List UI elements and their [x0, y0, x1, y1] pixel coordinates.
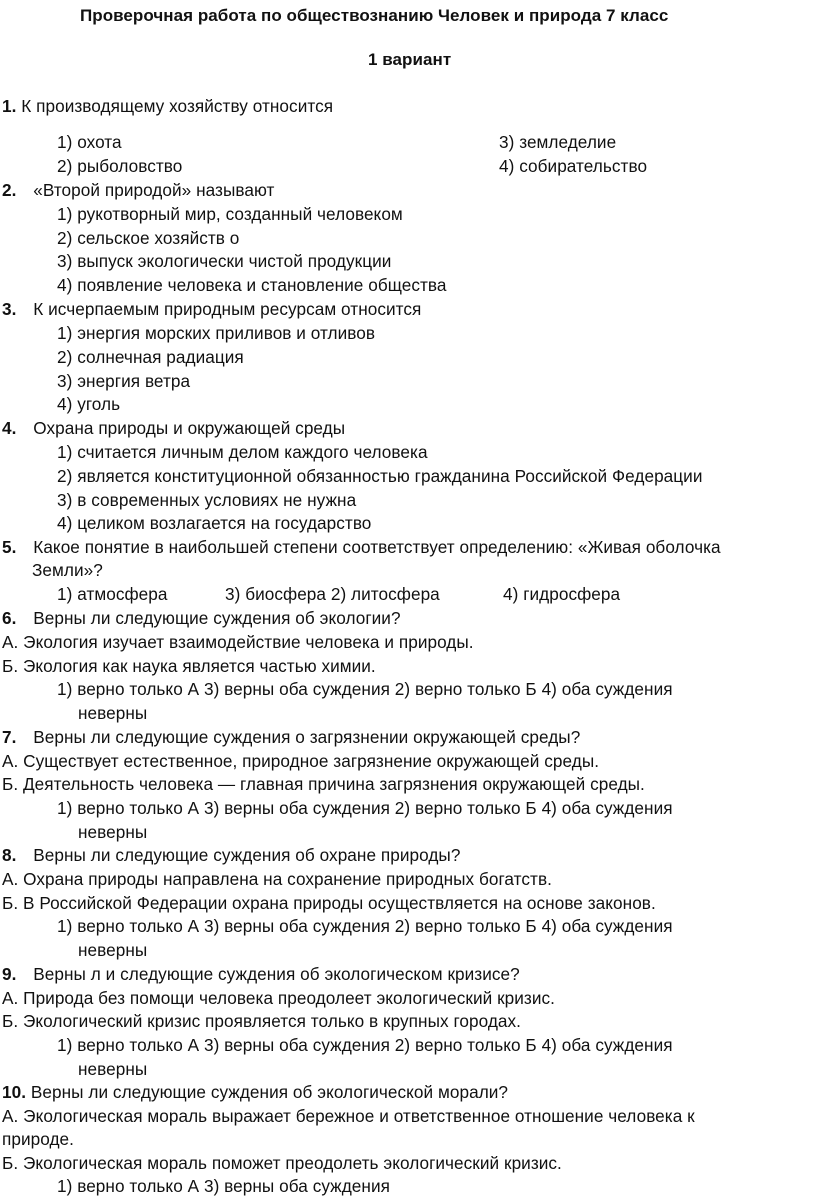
option: 3) земледелие [499, 132, 617, 152]
option: 4) уголь [57, 394, 121, 414]
question-text: Верны ли следующие суждения о загрязнении окружающей среды? [33, 727, 581, 747]
option: 1) атмосфера [57, 584, 168, 604]
page-title: Проверочная работа по обществознанию Человек и природа 7 класс [80, 6, 669, 25]
question-number: 5. [2, 537, 17, 557]
question-8 [2, 844, 460, 866]
question-number: 10. [2, 1082, 27, 1102]
question-7 [2, 726, 580, 748]
question-text: Какое понятие в наибольшей степени соответствует определению: «Живая оболочка [33, 537, 721, 557]
statement-a: А. Существует естественное, природное загрязнение окружающей среды. [2, 751, 600, 771]
option: 3) энергия ветра [57, 371, 191, 391]
option: 4) собирательство [499, 156, 648, 176]
question-number: 1. [2, 96, 17, 116]
options-line: 1) верно только А 3) верны оба суждения 2) верно только Б 4) оба суждения [57, 679, 673, 699]
option: 4) появление человека и становление общества [57, 275, 447, 295]
options-line-cont: неверны [78, 1059, 148, 1079]
option: 3) выпуск экологически чистой продукции [57, 251, 392, 271]
question-text: Верны ли следующие суждения об экологии? [33, 608, 401, 628]
option: 1) охота [57, 132, 122, 152]
statement-a: А. Экология изучает взаимодействие человека и природы. [2, 632, 474, 652]
option: 2) солнечная радиация [57, 347, 244, 367]
options-line-cont: неверны [78, 940, 148, 960]
question-5 [2, 536, 721, 558]
options-line: 1) верно только А 3) верны оба суждения 2) верно только Б 4) оба суждения [57, 798, 673, 818]
option: 1) считается личным делом каждого человека [57, 442, 428, 462]
options-line: 1) верно только А 3) верны оба суждения 2) верно только Б 4) оба суждения [57, 916, 673, 936]
question-number: 6. [2, 608, 17, 628]
options-line-cont: неверны [78, 703, 148, 723]
question-10 [2, 1081, 508, 1103]
question-number: 9. [2, 964, 17, 984]
question-text: К исчерпаемым природным ресурсам относится [33, 299, 422, 319]
question-text: Верны ли следующие суждения об охране природы? [33, 845, 461, 865]
question-text-cont: Земли»? [32, 560, 103, 580]
variant-label: 1 вариант [368, 50, 452, 69]
question-text: К производящему хозяйству относится [21, 96, 334, 116]
question-number: 3. [2, 299, 17, 319]
question-9 [2, 963, 520, 985]
option: 3) биосфера 2) литосфера [225, 584, 440, 604]
question-number: 8. [2, 845, 17, 865]
question-text: «Второй природой» называют [33, 180, 275, 200]
question-text: Верны ли следующие суждения об экологической морали? [30, 1082, 509, 1102]
question-text: Охрана природы и окружающей среды [33, 418, 346, 438]
statement-b: Б. Экология как наука является частью химии. [2, 656, 376, 676]
question-1 [2, 95, 333, 117]
statement-a: А. Природа без помощи человека преодолеет экологический кризис. [2, 988, 555, 1008]
statement-b: Б. Деятельность человека — главная причина загрязнения окружающей среды. [2, 774, 645, 794]
statement-b: Б. Экологическая мораль поможет преодолеть экологический кризис. [2, 1153, 562, 1173]
question-number: 7. [2, 727, 17, 747]
option: 2) является конституционной обязанностью гражданина Российской Федерации [57, 466, 703, 486]
option: 2) рыболовство [57, 156, 183, 176]
options-line: 1) верно только А 3) верны оба суждения 2) верно только Б 4) оба суждения [57, 1035, 673, 1055]
question-6 [2, 607, 401, 629]
statement-b: Б. Экологический кризис проявляется только в крупных городах. [2, 1011, 521, 1031]
option: 1) рукотворный мир, созданный человеком [57, 204, 403, 224]
statement-b: Б. В Российской Федерации охрана природы осуществляется на основе законов. [2, 893, 656, 913]
options-line-cont: неверны [78, 822, 148, 842]
option: 1) энергия морских приливов и отливов [57, 323, 376, 343]
statement-a-cont: природе. [2, 1129, 74, 1149]
question-text: Верны л и следующие суждения об экологическом кризисе? [33, 964, 520, 984]
option: 4) гидросфера [503, 584, 621, 604]
option: 3) в современных условиях не нужна [57, 490, 357, 510]
question-2 [2, 179, 274, 201]
option: 2) сельское хозяйств о [57, 228, 240, 248]
question-4 [2, 417, 345, 439]
option: 4) целиком возлагается на государство [57, 513, 372, 533]
statement-a: А. Охрана природы направлена на сохранение природных богатств. [2, 869, 552, 889]
question-number: 2. [2, 180, 17, 200]
options-line: 1) верно только А 3) верны оба суждения [57, 1176, 390, 1196]
statement-a: А. Экологическая мораль выражает бережное и ответственное отношение человека к [2, 1106, 695, 1126]
question-number: 4. [2, 418, 17, 438]
question-3 [2, 298, 421, 320]
